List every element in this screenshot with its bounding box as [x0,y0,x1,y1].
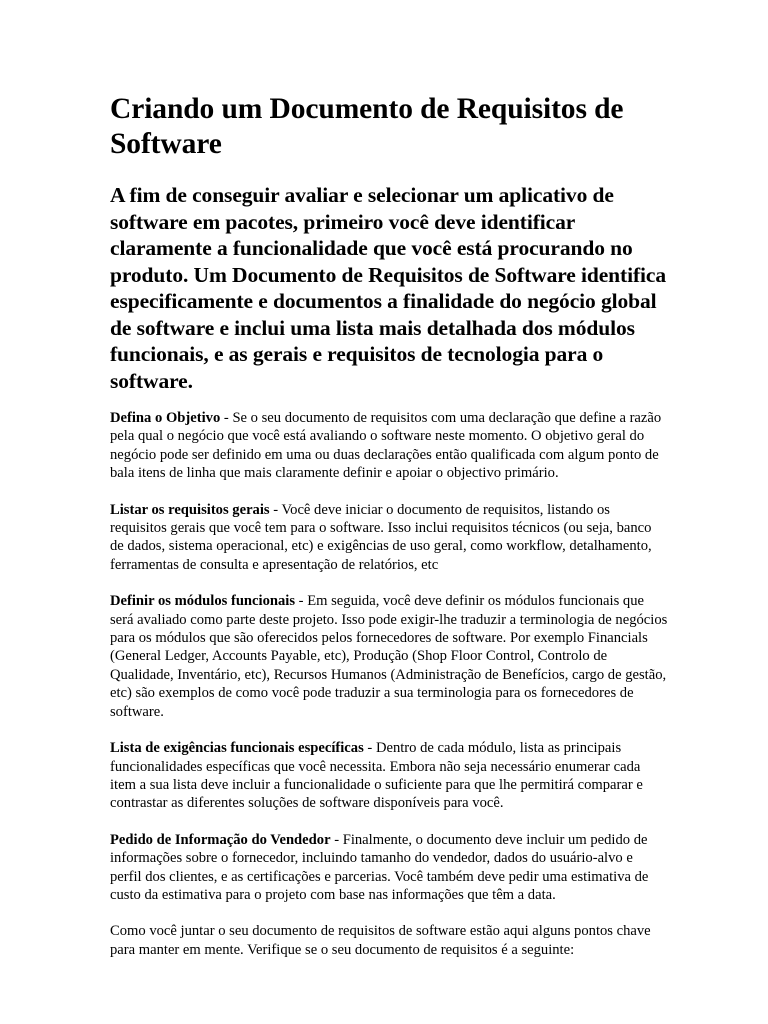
section-heading: Defina o Objetivo [110,410,221,426]
section-heading: Lista de exigências funcionais específicas [110,740,364,757]
lead-paragraph: A fim de conseguir avaliar e selecionar um aplicativo de software em pacotes, primeiro você deve identificar claramente a funcionalidade que você está procurando no produto. Um Documento de Requisitos de Software identifica especificamente e documentos a finalidade do negócio global de software e inclui uma lista mais detalhada dos módulos funcionais, e as gerais e requisitos de tecnologia para o software. [110,183,666,393]
section-heading: Listar os requisitos gerais [110,501,270,518]
section-functional-modules [110,592,668,721]
separator: - [295,593,308,610]
closing-paragraph: Como você juntar o seu documento de requisitos de software estão aqui alguns pontos chave para manter em mente. Verifique se o seu documento de requisitos é a seguinte: [110,923,651,958]
section-general-requirements [110,501,668,575]
section-heading: Pedido de Informação do Vendedor [110,831,331,848]
separator: - [363,740,376,757]
section-text: Você deve iniciar o documento de requisitos, listando os requisitos gerais que você tem para o software. Isso inclui requisitos técnicos (ou seja, banco de dados, sistema operacional, etc) e exigências de uso geral, como workflow, detalhamento, ferramentas de consulta e apresentação de relatórios, etc [110,501,652,573]
section-heading: Definir os módulos funcionais [110,593,296,610]
section-define-objective [110,409,668,483]
separator: - [330,831,343,848]
separator: - [220,410,233,426]
section-functional-requirements [110,739,668,813]
section-vendor-information [110,831,668,905]
section-text: Se o seu documento de requisitos com uma declaração que define a razão pela qual o negócio que você está avaliando o software neste momento. O objetivo geral do negócio pode ser definido em uma ou duas declarações então qualificada com algum ponto de bala itens de linha que mais claramente definir e apoiar o objectivo primário. [110,410,662,482]
separator: - [269,501,282,518]
document-title: Criando um Documento de Requisitos de Software [110,93,624,160]
section-text: Em seguida, você deve definir os módulos funcionais que será avaliado como parte deste projeto. Isso pode exigir-lhe traduzir a terminologia de negócios para os módulos que são oferecidos pelos fornecedores de software. Por exemplo Financials (General Ledger, Accounts Payable, etc), Produção (Shop Floor Control, Controlo de Qualidade, Inventário, etc), Recursos Humanos (Administração de Benefícios, cargo de gestão, etc) são exemplos de como você pode traduzir a sua terminologia para os fornecedores de software. [110,593,668,720]
section-text: Dentro de cada módulo, lista as principais funcionalidades específicas que você necessita. Embora não seja necessário enumerar cada item a sua lista deve incluir a funcionalidade o suficiente para que lhe permitirá comparar e contrastar as diferentes soluções de software disponíveis para você. [110,740,643,812]
section-text: Finalmente, o documento deve incluir um pedido de informações sobre o fornecedor, incluindo tamanho do vendedor, dados do usuário-alvo e perfil dos clientes, e as certificações e parcerias. Você também deve pedir uma estimativa de custo da estimativa para o projeto com base nas informações que têm a data. [110,831,649,903]
